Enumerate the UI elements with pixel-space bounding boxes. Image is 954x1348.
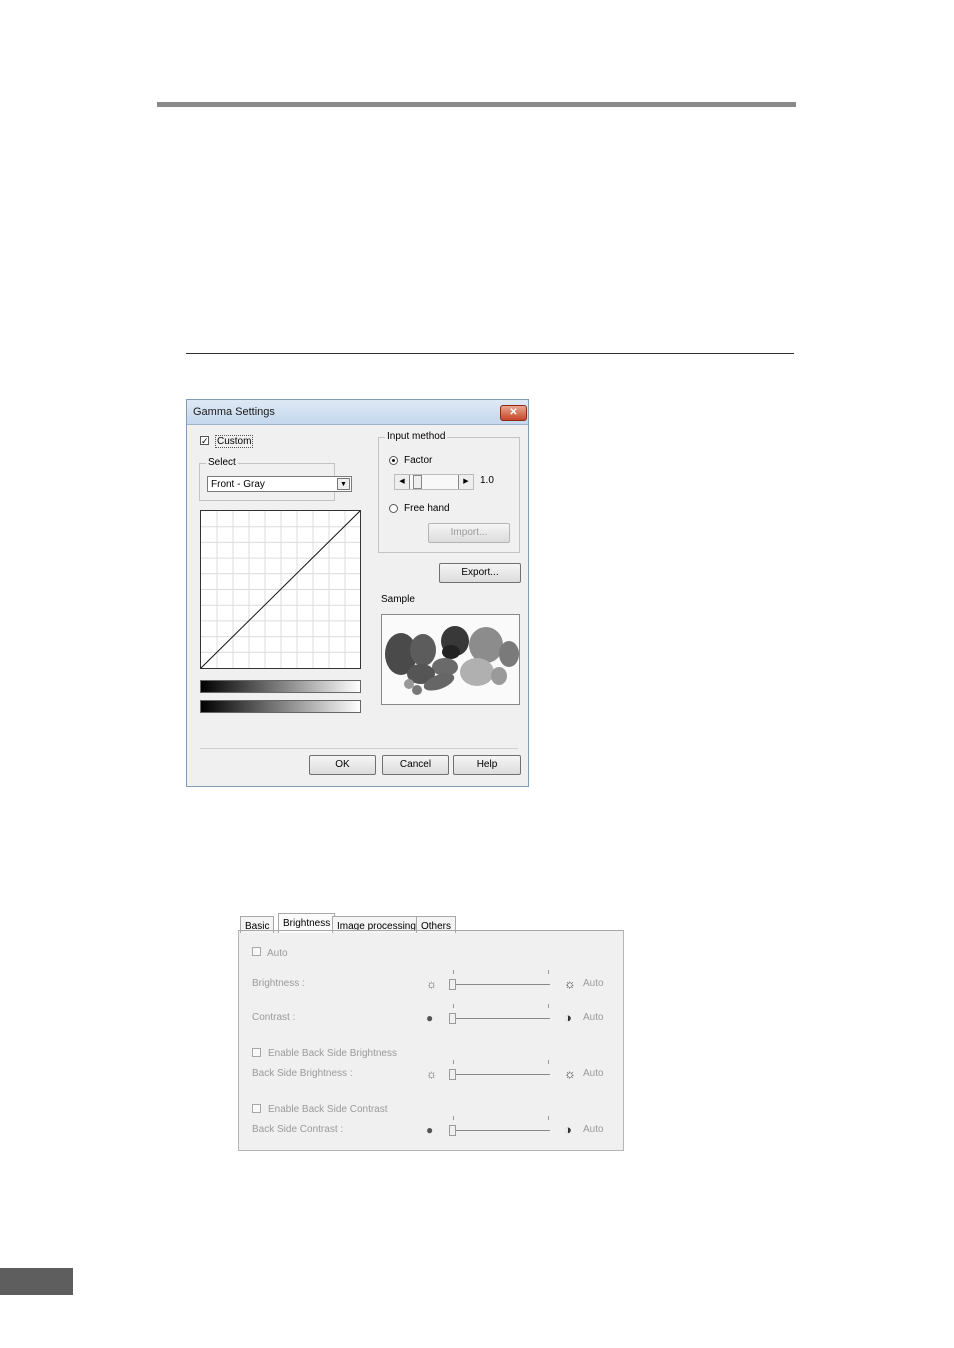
page-number-tab xyxy=(0,1268,73,1295)
slider-label: Contrast : xyxy=(252,1012,296,1023)
factor-value: 1.0 xyxy=(480,475,494,486)
dialog-title: Gamma Settings xyxy=(193,406,275,418)
slider-tick xyxy=(453,1060,454,1064)
slider-tick xyxy=(453,1116,454,1120)
factor-label: Factor xyxy=(404,455,433,466)
select-combo-value: Front - Gray xyxy=(211,479,265,490)
contrast-low-icon: ● xyxy=(426,1011,434,1025)
select-combo[interactable] xyxy=(207,476,352,492)
tab-image-processing[interactable]: Image processing xyxy=(332,916,421,933)
slider-tick xyxy=(548,970,549,974)
slider-track[interactable] xyxy=(452,984,550,985)
auto-label: Auto xyxy=(267,948,288,959)
enable-checkbox-label: Enable Back Side Contrast xyxy=(268,1104,388,1115)
slider-label: Back Side Brightness : xyxy=(252,1068,353,1079)
slider-thumb[interactable] xyxy=(449,1125,456,1136)
ok-button[interactable]: OK xyxy=(309,755,376,775)
enable-checkbox[interactable] xyxy=(252,1048,261,1057)
slider-auto-label: Auto xyxy=(583,978,604,989)
header-rule xyxy=(157,102,796,107)
slider-tick xyxy=(548,1004,549,1008)
custom-label: Custom xyxy=(217,436,252,447)
auto-checkbox[interactable] xyxy=(252,947,261,956)
enable-checkbox-label: Enable Back Side Brightness xyxy=(268,1048,397,1059)
slider-track[interactable] xyxy=(452,1130,550,1131)
slider-label: Brightness : xyxy=(252,978,305,989)
sample-image xyxy=(381,614,521,706)
scroll-left-icon[interactable]: ◀ xyxy=(395,475,410,489)
export-button[interactable]: Export... xyxy=(439,563,521,583)
free-hand-radio[interactable] xyxy=(389,504,398,513)
input-gradient-bar xyxy=(200,680,361,693)
close-button[interactable]: ✕ xyxy=(500,405,527,421)
input-method-label: Input method xyxy=(387,431,446,442)
slider-auto-label: Auto xyxy=(583,1012,604,1023)
sun-large-icon: ☼ xyxy=(564,976,576,991)
sample-label: Sample xyxy=(381,594,415,605)
contrast-low-icon: ● xyxy=(426,1123,434,1137)
output-gradient-bar xyxy=(200,700,361,713)
slider-tick xyxy=(453,970,454,974)
slider-tick xyxy=(548,1116,549,1120)
contrast-high-icon: ◑ xyxy=(564,1010,572,1025)
section-rule xyxy=(186,353,794,354)
sun-large-icon: ☼ xyxy=(564,1066,576,1081)
select-group-label: Select xyxy=(208,457,236,468)
gamma-curve-graph xyxy=(200,510,362,670)
slider-auto-label: Auto xyxy=(583,1068,604,1079)
scroll-right-icon[interactable]: ▶ xyxy=(458,475,473,489)
slider-thumb[interactable] xyxy=(449,1069,456,1080)
slider-label: Back Side Contrast : xyxy=(252,1124,344,1135)
tab-others[interactable]: Others xyxy=(416,916,456,933)
gamma-settings-dialog xyxy=(186,399,529,787)
sun-small-icon: ☼ xyxy=(426,1067,437,1081)
slider-track[interactable] xyxy=(452,1018,550,1019)
dialog-title-bar[interactable] xyxy=(187,400,528,425)
cancel-button[interactable]: Cancel xyxy=(382,755,449,775)
tab-basic[interactable]: Basic xyxy=(240,916,274,933)
contrast-high-icon: ◑ xyxy=(564,1122,572,1137)
slider-thumb[interactable] xyxy=(449,1013,456,1024)
help-button[interactable]: Help xyxy=(453,755,521,775)
slider-thumb[interactable] xyxy=(449,979,456,990)
dialog-divider xyxy=(200,748,518,749)
custom-checkbox[interactable]: ✓ xyxy=(201,436,209,446)
enable-checkbox[interactable] xyxy=(252,1104,261,1113)
free-hand-label: Free hand xyxy=(404,503,450,514)
factor-scrollbar[interactable] xyxy=(394,474,474,490)
slider-tick xyxy=(453,1004,454,1008)
chevron-down-icon[interactable]: ▼ xyxy=(337,478,350,490)
brightness-tab-panel xyxy=(238,913,624,1151)
import-button[interactable]: Import... xyxy=(428,523,510,543)
tab-content-frame xyxy=(238,930,624,1151)
scroll-thumb[interactable] xyxy=(413,475,422,489)
sun-small-icon: ☼ xyxy=(426,977,437,991)
tab-brightness[interactable]: Brightness xyxy=(278,913,335,933)
slider-track[interactable] xyxy=(452,1074,550,1075)
slider-auto-label: Auto xyxy=(583,1124,604,1135)
slider-tick xyxy=(548,1060,549,1064)
factor-radio[interactable] xyxy=(389,456,398,465)
